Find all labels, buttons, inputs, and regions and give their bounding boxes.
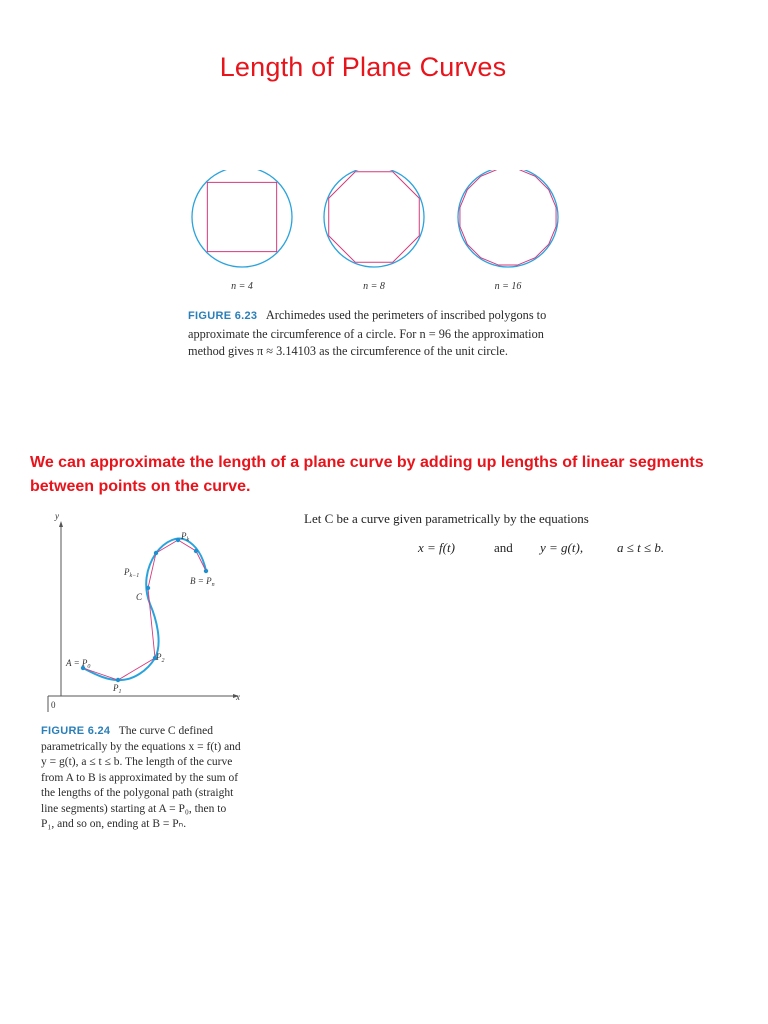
figure-6-24-label: FIGURE 6.24: [41, 725, 111, 737]
figure-6-24-caption: [41, 724, 241, 833]
curve-point-7: [204, 569, 208, 573]
equation-range: a ≤ t ≤ b.: [617, 540, 665, 555]
equations-intro: Let C be a curve given parametrically by the equations: [304, 511, 589, 526]
figure-6-23-label: FIGURE 6.23: [188, 310, 258, 322]
inscribed-polygon: [329, 172, 420, 263]
curve-point-4: [154, 551, 158, 555]
equation-y: y = g(t),: [540, 540, 584, 555]
y-axis-arrow: [59, 521, 63, 527]
curve-points: [81, 538, 208, 682]
n-label: n = 8: [363, 281, 385, 292]
curve-c: [83, 539, 206, 681]
label-pk: $P_k$: [181, 531, 190, 543]
figure-6-24-caption-text: The curve C defined parametrically by the equations x = f(t) and y = g(t), a ≤ t ≤ b. The length of the curve from A to B is approximated by the sum of the lengths of the polygonal path (straight line segments) starting at A = P₀, then to P₁, and so on, ending at B = Pₙ.: [41, 725, 241, 830]
label-p1: $P_1$: [113, 683, 122, 695]
y-axis-label: y: [55, 511, 59, 521]
figure-6-23-caption-text: Archimedes used the perimeters of inscribed polygons to approximate the circumference of a circle. For n = 96 the approximation method gives π ≈ 3.14103 as the circumference of the unit circle.: [188, 308, 547, 358]
label-start: $A = P_0$: [66, 658, 91, 670]
polygonal-path: [83, 540, 206, 680]
label-pk-minus-1: $P_{k-1}$: [124, 567, 140, 579]
section-headline: We can approximate the length of a plane curve by adding up lengths of linear segments between points on the curve.: [30, 454, 704, 495]
figure-6-24-curve-diagram: [38, 508, 248, 718]
inscribed-polygon: [460, 170, 556, 265]
polygon-panel-n-4: [192, 170, 292, 292]
label-p2: $P_2$: [156, 652, 165, 664]
figure-6-23-inscribed-polygons: [180, 170, 570, 300]
inscribed-polygon: [207, 182, 276, 251]
polygon-panel-n-16: [458, 170, 558, 292]
circle: [324, 170, 424, 267]
curve-point-3: [146, 586, 150, 590]
figure-6-23-caption: [188, 307, 560, 361]
n-label: n = 4: [231, 281, 253, 292]
page-title: Length of Plane Curves: [219, 52, 507, 82]
label-end: $B = P_n$: [190, 576, 215, 588]
x-axis-label: x: [236, 692, 240, 702]
n-label: n = 16: [494, 281, 522, 292]
curve-point-5: [176, 538, 180, 542]
origin-label: 0: [51, 700, 56, 710]
polygon-panel-n-8: [324, 170, 424, 292]
label-curve-c: C: [136, 592, 143, 602]
equation-x: x = f(t): [418, 540, 455, 555]
equation-and: and: [494, 540, 513, 555]
curve-point-1: [116, 678, 120, 682]
curve-point-6: [194, 549, 198, 553]
